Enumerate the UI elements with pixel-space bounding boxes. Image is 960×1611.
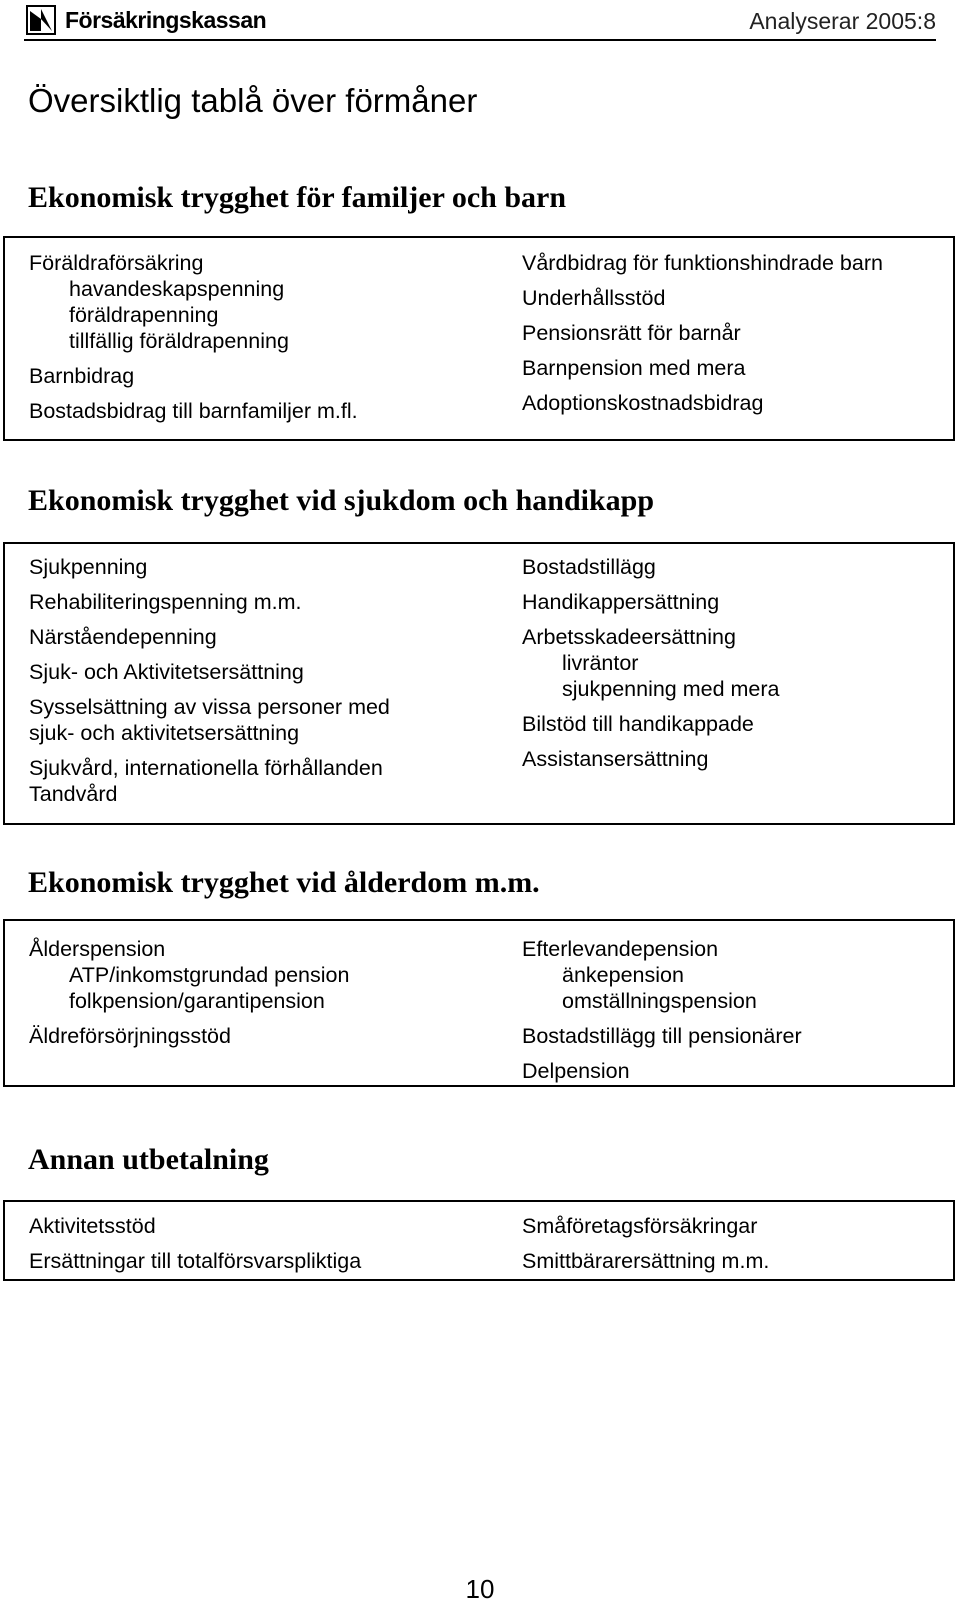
list-item: Pensionsrätt för barnår — [522, 321, 741, 345]
list-subitem: havandeskapspenning — [69, 277, 285, 301]
page-header — [0, 0, 960, 60]
list-item: Ersättningar till totalförsvarspliktiga — [29, 1249, 362, 1273]
list-item: Tandvård — [29, 782, 118, 806]
list-item: Sjukpenning — [29, 555, 148, 579]
left-column — [29, 554, 499, 807]
forsakringskassan-logo-icon — [26, 5, 56, 35]
list-item: Delpension — [522, 1059, 630, 1083]
list-item: Äldreförsörjningsstöd — [29, 1024, 231, 1048]
list-item: Sjuk- och Aktivitetsersättning — [29, 660, 304, 684]
list-item: Bilstöd till handikappade — [522, 712, 754, 736]
section-box-other — [3, 1200, 955, 1281]
list-item: Närståendepenning — [29, 625, 217, 649]
list-item: Assistansersättning — [522, 747, 709, 771]
section-box-families — [3, 236, 955, 441]
list-subitem: folkpension/garantipension — [69, 989, 325, 1013]
list-item: Bostadstillägg till pensionärer — [522, 1024, 802, 1048]
list-item: Rehabiliteringspenning m.m. — [29, 590, 302, 614]
list-subitem: omställningspension — [562, 989, 757, 1013]
right-column — [522, 250, 942, 416]
list-subitem: föräldrapenning — [69, 303, 219, 327]
list-subitem: tillfällig föräldrapenning — [69, 329, 289, 353]
list-item: Barnbidrag — [29, 364, 135, 388]
section-heading-old-age: Ekonomisk trygghet vid ålderdom m.m. — [28, 866, 540, 899]
list-item: Arbetsskadeersättning — [522, 625, 736, 649]
list-item: Vårdbidrag för funktionshindrade barn — [522, 251, 883, 275]
list-subitem: änkepension — [562, 963, 684, 987]
section-heading-sickness: Ekonomisk trygghet vid sjukdom och handikapp — [28, 484, 655, 517]
list-subitem: livräntor — [562, 651, 639, 675]
list-item: Bostadsbidrag till barnfamiljer m.fl. — [29, 399, 358, 423]
list-item: Barnpension med mera — [522, 356, 746, 380]
left-column — [29, 1213, 499, 1274]
list-subitem: sjukpenning med mera — [562, 677, 780, 701]
list-item: Handikappersättning — [522, 590, 720, 614]
section-box-old-age — [3, 919, 955, 1087]
left-column — [29, 936, 499, 1049]
list-item: Underhållsstöd — [522, 286, 666, 310]
list-item: Aktivitetsstöd — [29, 1214, 156, 1238]
page-title: Översiktlig tablå över förmåner — [28, 82, 478, 119]
brand-name: Försäkringskassan — [65, 6, 267, 33]
page-number: 10 — [465, 1574, 495, 1604]
list-item: Efterlevandepension — [522, 937, 719, 961]
list-subitem: ATP/inkomstgrundad pension — [69, 963, 350, 987]
left-column — [29, 250, 499, 424]
list-item: Småföretagsförsäkringar — [522, 1214, 758, 1238]
list-item: Föräldraförsäkring — [29, 251, 204, 275]
section-heading-other: Annan utbetalning — [28, 1143, 269, 1176]
list-item: Smittbärarersättning m.m. — [522, 1249, 770, 1273]
header-divider — [24, 39, 936, 41]
list-item: Sjukvård, internationella förhållanden — [29, 756, 383, 780]
report-identifier: Analyserar 2005:8 — [749, 8, 936, 34]
section-heading-families: Ekonomisk trygghet för familjer och barn — [28, 181, 567, 214]
right-column — [522, 1213, 942, 1274]
list-item: Adoptionskostnadsbidrag — [522, 391, 764, 415]
section-box-sickness — [3, 542, 955, 825]
list-item-continuation: sjuk- och aktivitetsersättning — [29, 721, 300, 745]
right-column — [522, 554, 942, 772]
list-item: Bostadstillägg — [522, 555, 656, 579]
list-item: Ålderspension — [29, 937, 166, 961]
right-column — [522, 936, 942, 1084]
brand-logo — [26, 2, 266, 38]
list-item: Sysselsättning av vissa personer med — [29, 695, 390, 719]
